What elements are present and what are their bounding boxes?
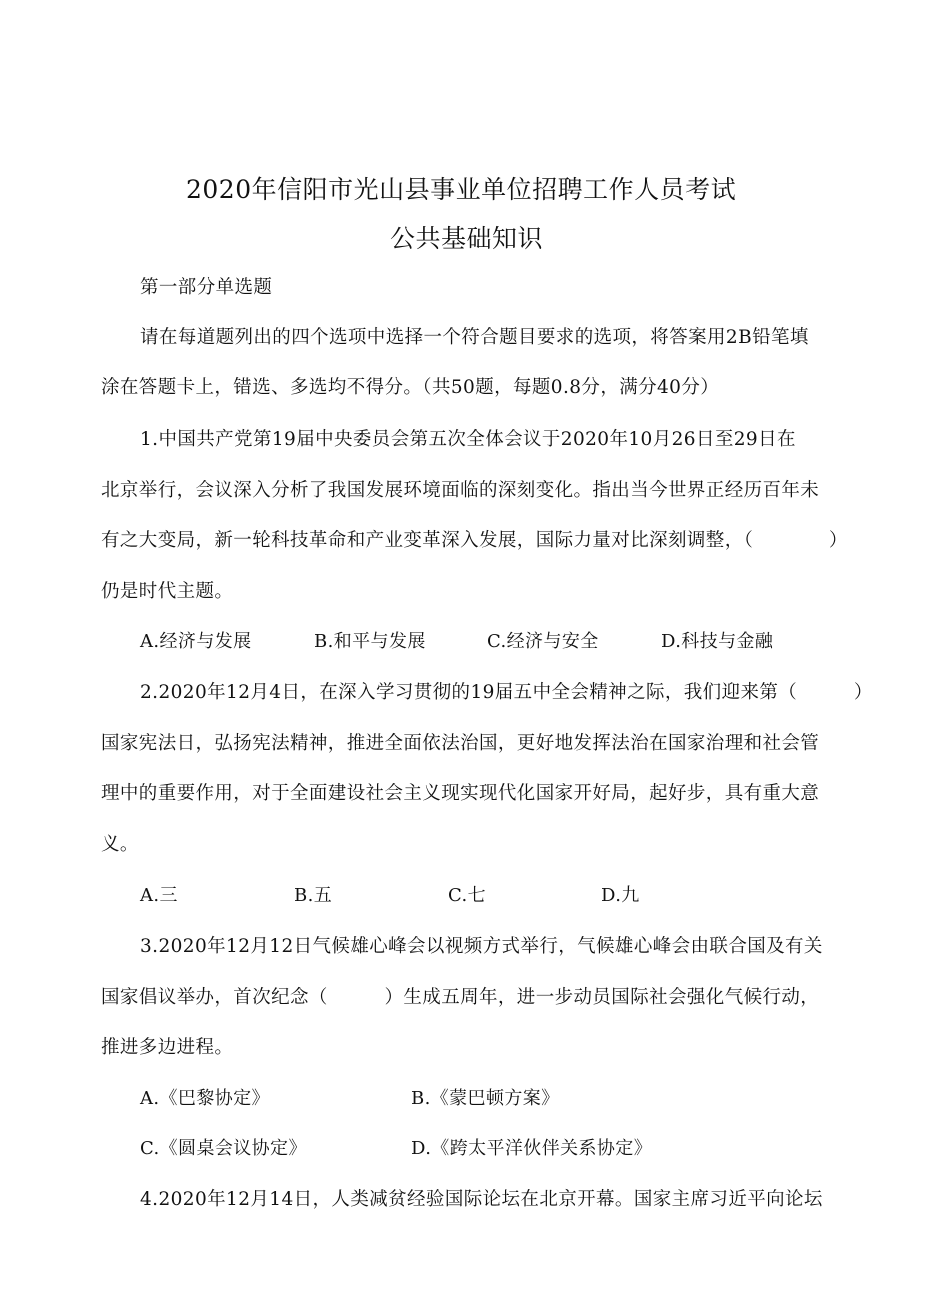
q2-option-c: C.七 bbox=[448, 885, 487, 906]
question-1-text: 仍是时代主题。 bbox=[101, 581, 234, 602]
question-2-text: 国家宪法日，弘扬宪法精神，推进全面依法治国，更好地发挥法治在国家治理和社会管 bbox=[101, 733, 820, 754]
q1-option-a: A.经济与发展 bbox=[140, 631, 252, 652]
q3-option-c: C.《圆桌会议协定》 bbox=[140, 1138, 307, 1159]
instruction-line: 涂在答题卡上，错选、多选均不得分。（共50题，每题0.8分，满分40分） bbox=[101, 377, 720, 398]
q3-option-a: A.《巴黎协定》 bbox=[140, 1088, 270, 1109]
question-2-text: 理中的重要作用，对于全面建设社会主义现实现代化国家开好局，起好步，具有重大意 bbox=[101, 783, 820, 804]
question-4-text: 4.2020年12月14日，人类减贫经验国际论坛在北京开幕。国家主席习近平向论坛 bbox=[140, 1189, 823, 1210]
q2-option-d: D.九 bbox=[601, 885, 640, 906]
page-title: 2020年信阳市光山县事业单位招聘工作人员考试 bbox=[186, 175, 737, 204]
question-2-text: 义。 bbox=[101, 834, 139, 855]
question-1-text: 1.中国共产党第19届中央委员会第五次全体会议于2020年10月26日至29日在 bbox=[140, 429, 796, 450]
q1-option-b: B.和平与发展 bbox=[314, 631, 426, 652]
question-3-text: 国家倡议举办，首次纪念（ ）生成五周年，进一步动员国际社会强化气候行动， bbox=[101, 987, 820, 1008]
q3-option-b: B.《蒙巴顿方案》 bbox=[411, 1088, 560, 1109]
question-1-text: 有之大变局，新一轮科技革命和产业变革深入发展，国际力量对比深刻调整，（ ） bbox=[101, 530, 848, 551]
instruction-line: 请在每道题列出的四个选项中选择一个符合题目要求的选项，将答案用2B铅笔填 bbox=[140, 327, 809, 348]
section-heading: 第一部分单选题 bbox=[140, 277, 273, 298]
question-3-text: 3.2020年12月12日气候雄心峰会以视频方式举行，气候雄心峰会由联合国及有关 bbox=[140, 936, 823, 957]
q1-option-c: C.经济与安全 bbox=[487, 631, 599, 652]
question-2-text: 2.2020年12月4日，在深入学习贯彻的19届五中全会精神之际，我们迎来第（ ） bbox=[140, 682, 873, 703]
q2-option-a: A.三 bbox=[140, 885, 178, 906]
question-1-text: 北京举行，会议深入分析了我国发展环境面临的深刻变化。指出当今世界正经历百年未 bbox=[101, 480, 820, 501]
q3-option-d: D.《跨太平洋伙伴关系协定》 bbox=[411, 1138, 653, 1159]
page-subtitle: 公共基础知识 bbox=[390, 224, 544, 253]
q2-option-b: B.五 bbox=[294, 885, 333, 906]
question-3-text: 推进多边进程。 bbox=[101, 1037, 234, 1058]
q1-option-d: D.科技与金融 bbox=[661, 631, 774, 652]
